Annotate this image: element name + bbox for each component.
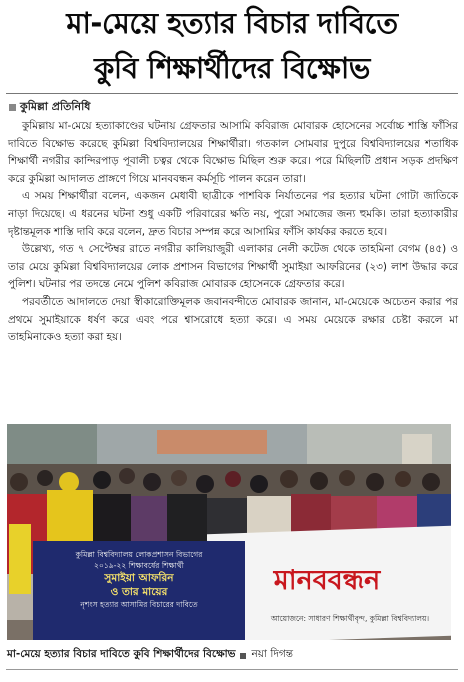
- article-body: [8, 118, 458, 347]
- caption-source: নয়া দিগন্ত: [251, 648, 293, 660]
- byline-text: কুমিল্লা প্রতিনিধি: [20, 100, 91, 113]
- banner-line-5: নৃশংস হত্যার আসামির বিচারের দাবিতে: [80, 600, 198, 609]
- separator-icon: [240, 653, 246, 659]
- headline-divider: [6, 93, 458, 94]
- banner-line-4: ও তার মায়ের: [110, 586, 168, 598]
- banner-line-2: ২০১৯-২২ শিক্ষাবর্ষের শিক্ষার্থী: [94, 561, 184, 570]
- headline-line-1: মা-মেয়ে হত্যার বিচার দাবিতে: [66, 6, 398, 40]
- protest-photo: [7, 424, 451, 640]
- paragraph-2: এ সময় শিক্ষার্থীরা বলেন, একজন মেধাবী ছাত্রীকে পাশবিক নির্যাতনের পর হত্যার ঘটনা গোটা জাতিকে নাড়া দিয়েছে। এ ধরনের ঘটনা শুধু একটি পরিবারের ক্ষতি নয়, পুরো সমাজের জন্য হুমকি। তারা হত্যাকারীর দৃষ্টান্তমূলক শাস্তি দাবি করে বলেন, দ্রুত বিচার সম্পন্ন করে আসামির ফাঁসি কার্যকর করতে হবে।: [8, 190, 458, 238]
- headline: [4, 0, 460, 90]
- banner-line-1: কুমিল্লা বিশ্ববিদ্যালয় লোকপ্রশাসন বিভাগের: [75, 550, 203, 559]
- paragraph-3: উল্লেখ্য, গত ৭ সেপ্টেম্বর রাতে নগরীর কালিয়াজুরী এলাকার নেলী কটেজ থেকে তাহমিনা বেগম (৪৫) ও তার মেয়ে কুমিল্লা বিশ্ববিদ্যালয়ের লোক প্রশাসন বিভাগের শিক্ষার্থী সুমাইয়া আফরিনের (২৩) লাশ উদ্ধার করে পুলিশ। ঘটনার পর তদন্তে নেমে পুলিশ কবিরাজ মোবারক হোসেনকে গ্রেফতার করে।: [8, 243, 458, 291]
- caption-text: মা-মেয়ে হত্যার বিচার দাবিতে কুবি শিক্ষার্থীদের বিক্ষোভ: [7, 648, 236, 660]
- banner-line-3: সুমাইয়া আফরিন: [104, 572, 174, 584]
- bullet-icon: [9, 104, 16, 111]
- banner-footer: আয়োজনে: সাধারণ শিক্ষার্থীবৃন্দ, কুমিল্লা বিশ্ববিদ্যালয়।: [270, 614, 430, 623]
- headline-line-2: কুবি শিক্ষার্থীদের বিক্ষোভ: [94, 51, 370, 85]
- byline: [9, 98, 90, 117]
- banner-left-panel: [33, 541, 245, 640]
- paragraph-4: পরবর্তীতে আদালতে দেয়া স্বীকারোক্তিমূলক জবানবন্দীতে মোবারক জানান, মা-মেয়েকে অচেতন করার পর প্রথমে সুমাইয়াকে ধর্ষণ করে এবং পরে শ্বাসরোধে হত্যা করে। এ সময় মেয়েকে রক্ষার চেষ্টা করলে মা তাহমিনাকেও হত্যা করা হয়।: [8, 295, 458, 344]
- banner-title: মানববন্ধন: [273, 565, 381, 596]
- paragraph-1: কুমিল্লায় মা-মেয়ে হত্যাকাণ্ডের ঘটনায় গ্রেফতার আসামি কবিরাজ মোবারক হোসেনের সর্বোচ্চ শাস্তি ফাঁসির দাবিতে বিক্ষোভ করেছে কুমিল্লা বিশ্ববিদ্যালয়ের শিক্ষার্থীরা। গতকাল সোমবার দুপুরে বিশ্ববিদ্যালয়ের শতাধিক শিক্ষার্থী নগরীর কান্দিরপাড় পূবালী চত্বর থেকে বিক্ষোভ মিছিল শুরু করে। পরে মিছিলটি প্রধান সড়ক প্রদক্ষিণ করে কুমিল্লা আদালত প্রাঙ্গণে গিয়ে মানববন্ধন কর্মসূচি পালন করেন তারা।: [8, 120, 458, 185]
- photo-caption: [7, 647, 457, 664]
- bottom-divider: [6, 669, 458, 670]
